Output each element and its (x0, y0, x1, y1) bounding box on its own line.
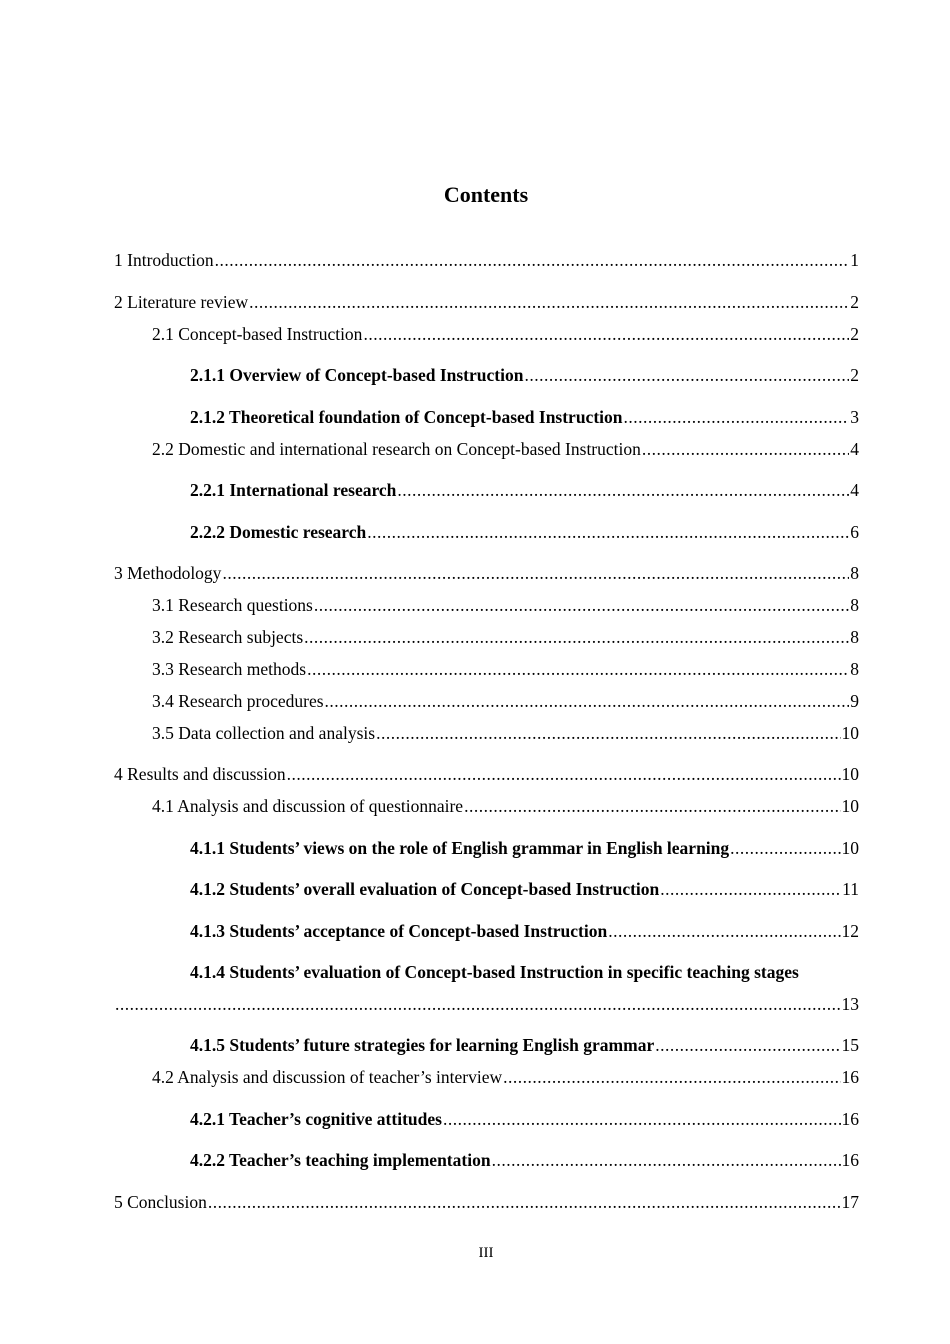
dot-leader (215, 249, 850, 271)
dot-leader (524, 364, 849, 386)
toc-entry-label: 5 Conclusion (114, 1192, 207, 1212)
toc-entry-label: 3.2 Research subjects (152, 627, 304, 647)
dot-leader (660, 878, 841, 900)
dot-leader (249, 291, 849, 313)
toc-entry-label: 2.1.1 Overview of Concept-based Instruction (190, 365, 524, 385)
toc-page-number: 8 (850, 627, 859, 647)
toc-page-number: 17 (841, 1192, 859, 1212)
dot-leader (363, 323, 849, 345)
dot-leader (376, 722, 840, 744)
toc-page-number: 15 (841, 1035, 859, 1055)
toc-entry[interactable] (114, 1191, 859, 1213)
toc-entry[interactable] (190, 1149, 859, 1171)
toc-page-number: 10 (841, 764, 859, 784)
toc-entry[interactable] (114, 291, 859, 313)
dot-leader (503, 1066, 840, 1088)
toc-entry[interactable] (152, 323, 859, 345)
toc-page-number: 10 (841, 796, 859, 816)
toc-page-number: 2 (850, 324, 859, 344)
toc-entry[interactable] (152, 722, 859, 744)
dot-leader (730, 837, 840, 859)
toc-entry[interactable] (152, 658, 859, 680)
toc-page-number: 9 (850, 691, 859, 711)
toc-page-number: 8 (850, 563, 859, 583)
toc-page-number: 4 (850, 480, 859, 500)
toc-entry-label: 4.1.3 Students’ acceptance of Concept-based Instruction (190, 921, 608, 941)
dot-leader (367, 521, 849, 543)
dot-leader (222, 562, 849, 584)
toc-entry-label: 3.3 Research methods (152, 659, 307, 679)
toc-page-number: 8 (850, 595, 859, 615)
toc-page-number: 2 (850, 292, 859, 312)
dot-leader (287, 763, 841, 785)
toc-entry-label: 2 Literature review (114, 292, 249, 312)
toc-entry[interactable] (152, 690, 859, 712)
dot-leader (464, 795, 840, 817)
toc-entry-label: 4 Results and discussion (114, 764, 286, 784)
toc-page-number: 1 (850, 250, 859, 270)
toc-page-number: 6 (850, 522, 859, 542)
page-title: Contents (443, 182, 529, 207)
toc-entry[interactable] (190, 406, 859, 428)
toc-entry[interactable] (114, 562, 859, 584)
dot-leader (314, 594, 849, 616)
toc-entry-label: 4.2.1 Teacher’s cognitive attitudes (190, 1109, 442, 1129)
dot-leader (304, 626, 849, 648)
toc-page-number: 2 (850, 365, 859, 385)
dot-leader (624, 406, 850, 428)
toc-entry[interactable] (190, 1108, 859, 1130)
toc-entry[interactable] (190, 878, 859, 900)
toc-entry-label: 3.1 Research questions (152, 595, 313, 615)
toc-entry-label: 3.5 Data collection and analysis (152, 723, 376, 743)
toc-entry[interactable] (152, 594, 859, 616)
dot-leader (492, 1149, 841, 1171)
toc-entry-label: 2.1 Concept-based Instruction (152, 324, 363, 344)
toc-page-number: 4 (850, 439, 859, 459)
toc-page-number: 3 (850, 407, 859, 427)
toc-entry-label: 4.1 Analysis and discussion of questionnaire (152, 796, 464, 816)
toc-entry-label: 2.2 Domestic and international research on Concept-based Instruction (152, 439, 641, 459)
toc-page-number: 16 (841, 1109, 859, 1129)
toc-entry-label: 2.2.1 International research (190, 480, 397, 500)
toc-page-number: 10 (841, 723, 859, 743)
dot-leader (208, 1191, 841, 1213)
toc-entry[interactable] (190, 1034, 859, 1056)
toc-entry[interactable] (190, 521, 859, 543)
toc-page-number: 10 (841, 838, 859, 858)
toc-page-number: 13 (841, 994, 859, 1014)
toc-page-number: 12 (841, 921, 859, 941)
toc-entry-label: 4.2 Analysis and discussion of teacher’s interview (152, 1067, 503, 1087)
toc-entry[interactable] (190, 837, 859, 859)
toc-entry[interactable] (152, 795, 859, 817)
toc-entry-wrapped-leader[interactable] (114, 993, 859, 1015)
dot-leader (655, 1034, 840, 1056)
dot-leader (397, 479, 849, 501)
dot-leader (325, 690, 850, 712)
toc-entry[interactable] (152, 438, 859, 460)
toc-entry-label: 4.1.1 Students’ views on the role of English grammar in English learning (190, 838, 730, 858)
dot-leader (307, 658, 849, 680)
toc-entry-label: 3 Methodology (114, 563, 222, 583)
dot-leader (608, 920, 840, 942)
toc-entry-wrapped-label[interactable]: 4.1.4 Students’ evaluation of Concept-based Instruction in specific teaching stages (190, 962, 799, 982)
toc-entry-label: 4.2.2 Teacher’s teaching implementation (190, 1150, 491, 1170)
toc-entry-label: 4.1.2 Students’ overall evaluation of Concept-based Instruction (190, 879, 660, 899)
footer-page-number: III (478, 1245, 494, 1261)
toc-entry-label: 2.2.2 Domestic research (190, 522, 367, 542)
toc-page-number: 16 (841, 1150, 859, 1170)
toc-entry-label: 2.1.2 Theoretical foundation of Concept-based Instruction (190, 407, 623, 427)
toc-entry[interactable] (152, 1066, 859, 1088)
toc-entry[interactable] (114, 763, 859, 785)
toc-page-number: 11 (842, 879, 859, 899)
dot-leader (642, 438, 849, 460)
toc-page-number: 16 (841, 1067, 859, 1087)
toc-entry-label: 1 Introduction (114, 250, 214, 270)
dot-leader (443, 1108, 841, 1130)
toc-entry[interactable] (190, 920, 859, 942)
dot-leader (115, 993, 841, 1015)
toc-entry-label: 4.1.5 Students’ future strategies for learning English grammar (190, 1035, 655, 1055)
toc-page-number: 8 (850, 659, 859, 679)
toc-entry[interactable] (190, 364, 859, 386)
toc-entry[interactable] (114, 249, 859, 271)
toc-entry[interactable] (152, 626, 859, 648)
toc-entry[interactable] (190, 479, 859, 501)
toc-entry-label: 3.4 Research procedures (152, 691, 324, 711)
